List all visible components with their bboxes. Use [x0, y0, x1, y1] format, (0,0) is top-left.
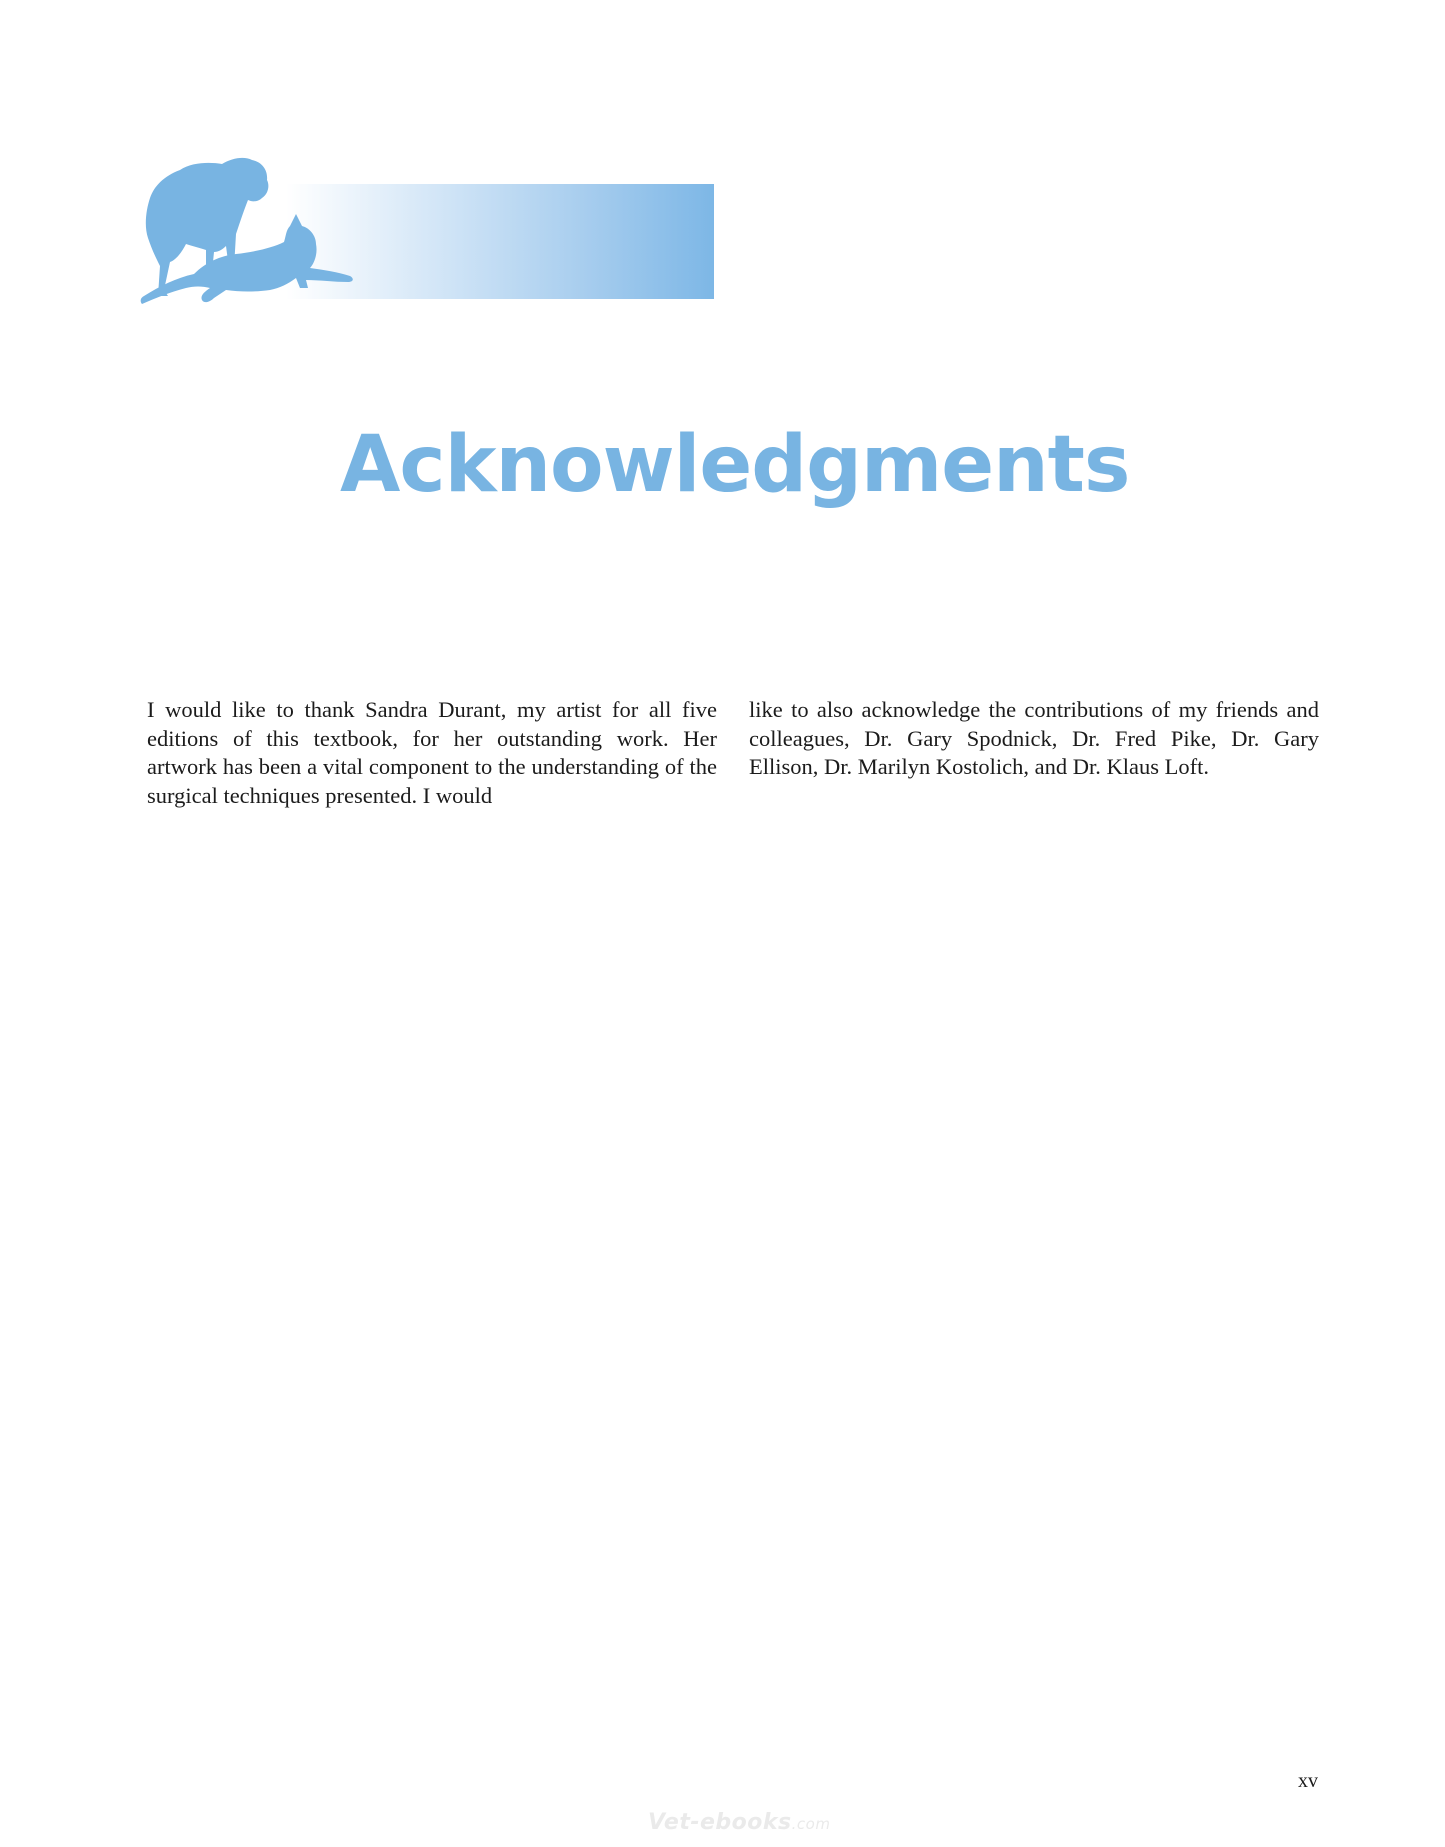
text-column-left: I would like to thank Sandra Durant, my artist for all five editions of this textbook, for her outstanding work. Her artwork has been a vital component to the understanding of the surgical techniques presented. I would [147, 697, 717, 808]
dog-and-cat-silhouette-icon [140, 150, 370, 350]
watermark [648, 1810, 830, 1835]
chapter-header-art [0, 0, 1445, 360]
page-number: xv [1298, 1770, 1318, 1792]
page-title: Acknowledgments [340, 420, 1130, 510]
watermark-suffix: .com [791, 1815, 831, 1833]
body-text [147, 696, 1319, 810]
watermark-text: Vet-ebooks [648, 1810, 792, 1835]
text-column-right: like to also acknowledge the contributions of my friends and colleagues, Dr. Gary Spodnick, Dr. Fred Pike, Dr. Gary Ellison, Dr. Marilyn Kostolich, and Dr. Klaus Loft. [749, 697, 1319, 779]
